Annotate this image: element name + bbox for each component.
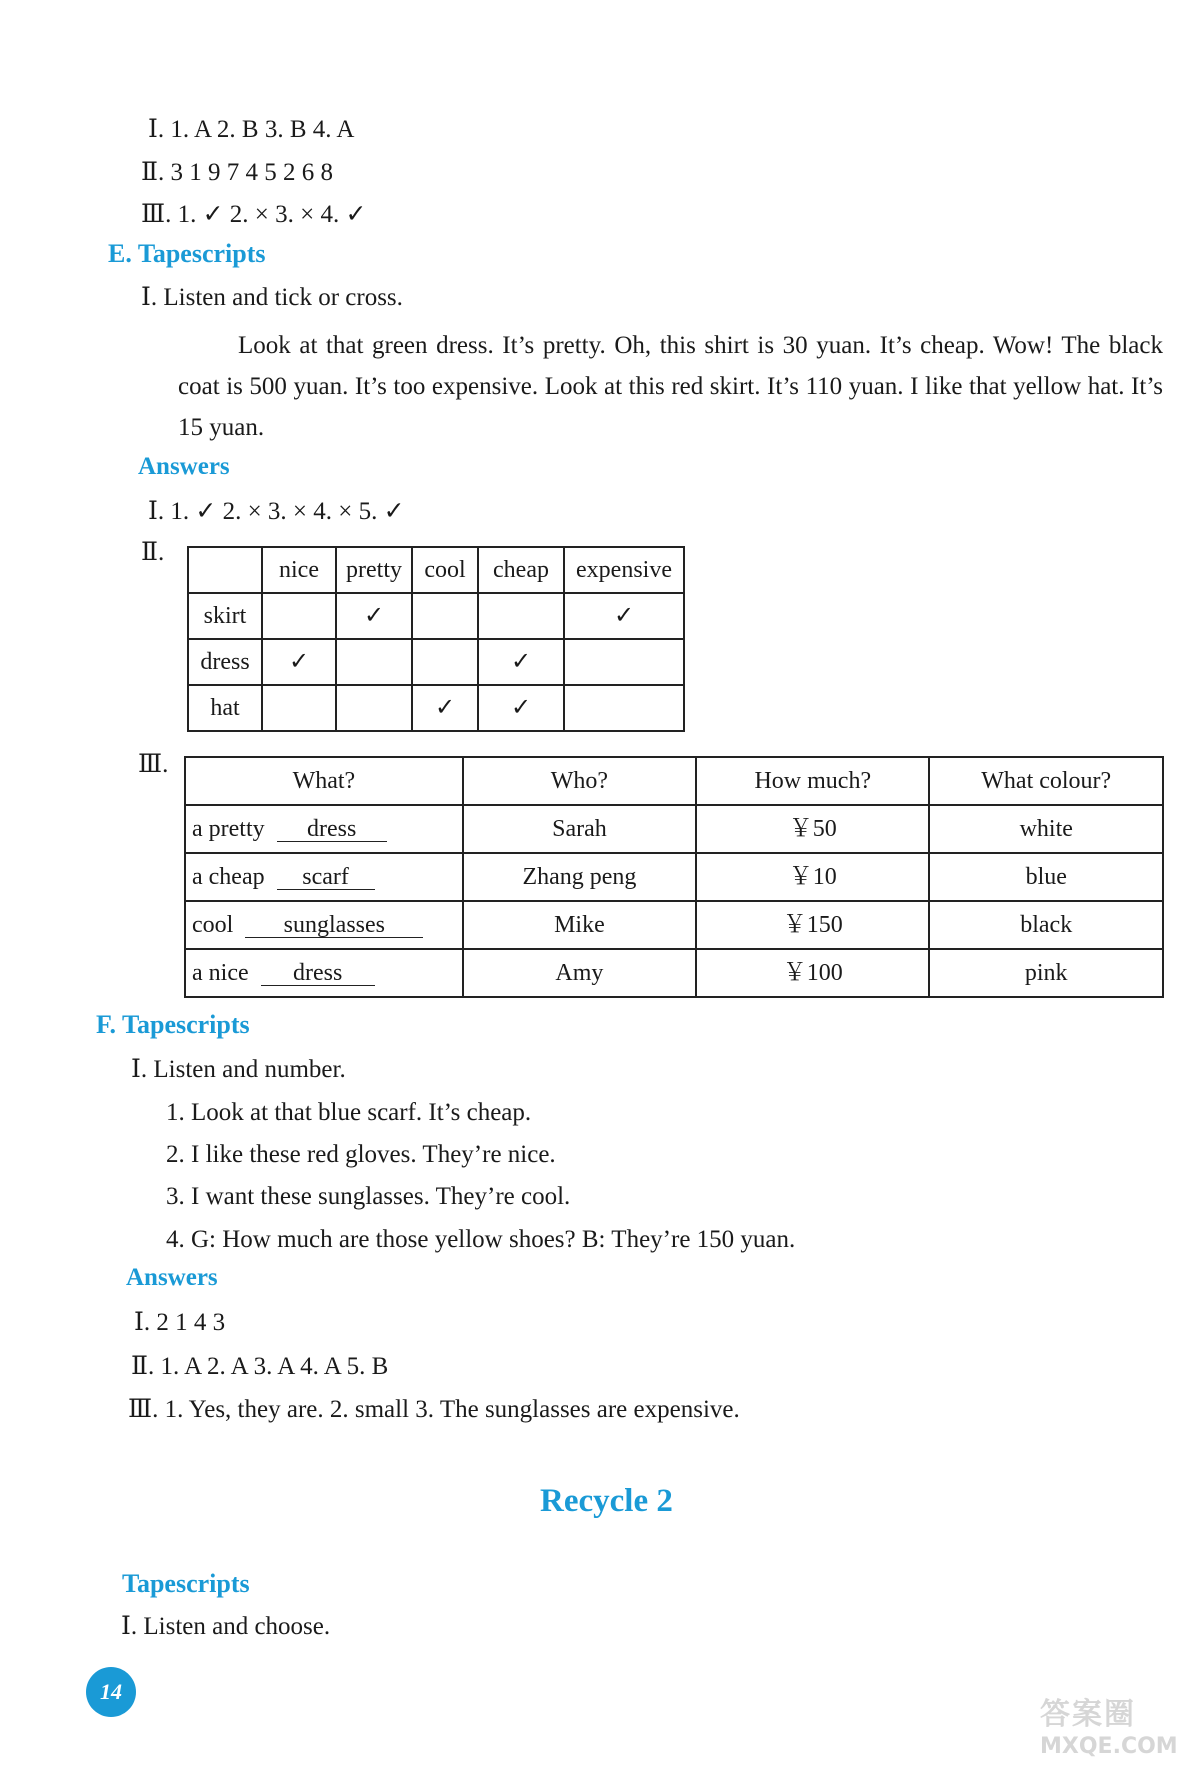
what-cell: [185, 901, 463, 949]
what-cell: [185, 805, 463, 853]
colour-cell: black: [929, 901, 1163, 949]
tick-cell: [478, 593, 564, 639]
table-row: [188, 593, 684, 639]
what-cell: [185, 949, 463, 997]
tick-cell: [262, 685, 336, 731]
price-cell: ￥10: [696, 853, 929, 901]
row-label: skirt: [188, 593, 262, 639]
price-cell: ￥50: [696, 805, 929, 853]
info-table-header: [185, 757, 1163, 805]
section-f-heading: F. Tapescripts: [96, 1010, 250, 1039]
header-cell: cool: [412, 547, 478, 593]
tick-cell: [336, 639, 412, 685]
answer-line-3: Ⅲ. 1. ✓ 2. × 3. × 4. ✓: [141, 201, 367, 228]
tick-table-header: [188, 547, 684, 593]
section-e-answer-3-label: Ⅲ.: [138, 751, 169, 778]
tick-cell: [564, 639, 684, 685]
who-cell: Sarah: [463, 805, 696, 853]
header-cell: nice: [262, 547, 336, 593]
what-prefix: a pretty: [192, 815, 265, 842]
price-cell: ￥150: [696, 901, 929, 949]
header-cell: [188, 547, 262, 593]
section-e-script-text: Look at that green dress. It’s pretty. Oh, this shirt is 30 yuan. It’s cheap. Wow! The black coat is 500 yuan. It’s too expensive. Look at this red skirt. It’s 110 yuan. I like that yellow hat. It’s 15 yuan.: [178, 332, 1163, 441]
table-row: [188, 639, 684, 685]
colour-cell: blue: [929, 853, 1163, 901]
header-cell: expensive: [564, 547, 684, 593]
who-cell: Mike: [463, 901, 696, 949]
section-e-answers-label: Answers: [138, 453, 230, 480]
tick-cell: [262, 593, 336, 639]
table-row: [185, 805, 1163, 853]
watermark: [1040, 1697, 1190, 1784]
tick-cell: ✓: [564, 593, 684, 639]
section-e-script: [178, 325, 1163, 448]
section-f-line-4: 4. G: How much are those yellow shoes? B: They’re 150 yuan.: [166, 1226, 796, 1253]
row-label: hat: [188, 685, 262, 731]
info-table: [184, 756, 1164, 998]
who-cell: Amy: [463, 949, 696, 997]
header-cell: How much?: [696, 757, 929, 805]
row-label: dress: [188, 639, 262, 685]
section-f-answers-label: Answers: [126, 1264, 218, 1291]
section-e-task: Ⅰ. Listen and tick or cross.: [141, 284, 403, 311]
section-f-line-3: 3. I want these sunglasses. They’re cool.: [166, 1183, 571, 1210]
tick-cell: [412, 639, 478, 685]
section-f-answer-3: Ⅲ. 1. Yes, they are. 2. small 3. The sunglasses are expensive.: [128, 1396, 740, 1423]
recycle-title: Recycle 2: [540, 1483, 673, 1519]
tick-cell: [412, 593, 478, 639]
tick-cell: ✓: [336, 593, 412, 639]
recycle-task: Ⅰ. Listen and choose.: [121, 1613, 331, 1640]
tick-cell: ✓: [478, 685, 564, 731]
who-cell: Zhang peng: [463, 853, 696, 901]
table-row: [185, 901, 1163, 949]
section-f-line-2: 2. I like these red gloves. They’re nice.: [166, 1141, 556, 1168]
answer-line-2: Ⅱ. 3 1 9 7 4 5 2 6 8: [141, 159, 333, 186]
what-prefix: a nice: [192, 959, 249, 986]
section-f-answer-2: Ⅱ. 1. A 2. A 3. A 4. A 5. B: [131, 1353, 389, 1380]
what-cell: [185, 853, 463, 901]
tick-table: [187, 546, 685, 732]
what-prefix: cool: [192, 911, 234, 938]
section-f-task: Ⅰ. Listen and number.: [131, 1056, 346, 1083]
table-row: [185, 853, 1163, 901]
tick-cell: ✓: [262, 639, 336, 685]
table-row: [188, 685, 684, 731]
what-answer: sunglasses: [245, 913, 423, 938]
watermark-logo: 答案圈: [1040, 1697, 1136, 1732]
what-prefix: a cheap: [192, 863, 265, 890]
table-row: [185, 949, 1163, 997]
section-f-answer-1: Ⅰ. 2 1 4 3: [134, 1309, 226, 1336]
tick-cell: [336, 685, 412, 731]
what-answer: dress: [261, 961, 375, 986]
header-cell: What colour?: [929, 757, 1163, 805]
colour-cell: white: [929, 805, 1163, 853]
what-answer: dress: [277, 817, 387, 842]
header-cell: Who?: [463, 757, 696, 805]
colour-cell: pink: [929, 949, 1163, 997]
section-e-answer-1: Ⅰ. 1. ✓ 2. × 3. × 4. × 5. ✓: [148, 498, 405, 525]
tick-cell: ✓: [478, 639, 564, 685]
tick-cell: ✓: [412, 685, 478, 731]
header-cell: cheap: [478, 547, 564, 593]
price-cell: ￥100: [696, 949, 929, 997]
section-e-heading: E. Tapescripts: [108, 239, 266, 268]
section-e-answer-2-label: Ⅱ.: [141, 539, 165, 566]
page-number: 14: [100, 1679, 122, 1704]
what-answer: scarf: [277, 865, 375, 890]
header-cell: pretty: [336, 547, 412, 593]
section-f-line-1: 1. Look at that blue scarf. It’s cheap.: [166, 1099, 532, 1126]
page-number-badge: [86, 1667, 136, 1717]
watermark-url: MXQE.COM: [1040, 1734, 1178, 1759]
answer-line-1: Ⅰ. 1. A 2. B 3. B 4. A: [148, 116, 355, 143]
header-cell: What?: [185, 757, 463, 805]
recycle-heading: Tapescripts: [122, 1569, 250, 1598]
tick-cell: [564, 685, 684, 731]
